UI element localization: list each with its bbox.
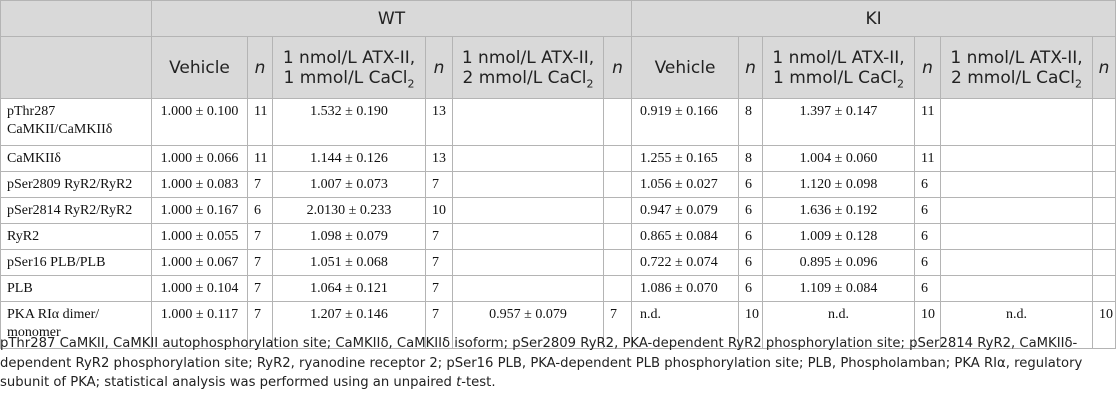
ki-value-cell — [941, 172, 1093, 198]
wt-n-cell: 13 — [426, 146, 453, 172]
col-header-wt-n1: n — [248, 37, 273, 99]
ki-value-cell — [941, 99, 1093, 146]
footnote-end: -test. — [461, 375, 496, 390]
ki-n-cell: 6 — [915, 276, 941, 302]
col-header-line2: 2 mmol/L CaCl — [951, 67, 1075, 88]
wt-value-cell: 1.000 ± 0.067 — [152, 250, 248, 276]
table-row — [1, 99, 1116, 146]
wt-value-cell — [453, 99, 604, 146]
row-label: PKA RIα dimer/ monomer — [1, 302, 152, 349]
ki-value-cell — [941, 198, 1093, 224]
row-label: pSer2814 RyR2/RyR2 — [1, 198, 152, 224]
group-header-ki: KI — [632, 1, 1116, 37]
ki-value-cell: 0.865 ± 0.084 — [632, 224, 739, 250]
ki-value-cell: 1.397 ± 0.147 — [763, 99, 915, 146]
wt-n-cell: 7 — [248, 302, 273, 349]
wt-value-cell — [453, 146, 604, 172]
ki-value-cell: n.d. — [632, 302, 739, 349]
ki-n-cell: 11 — [915, 146, 941, 172]
table-row — [1, 172, 1116, 198]
header-group-row — [1, 1, 1116, 37]
ki-n-cell: 10 — [915, 302, 941, 349]
wt-value-cell: 1.532 ± 0.190 — [273, 99, 426, 146]
ki-value-cell: 0.947 ± 0.079 — [632, 198, 739, 224]
table-row — [1, 250, 1116, 276]
wt-n-cell: 7 — [248, 250, 273, 276]
wt-value-cell — [453, 224, 604, 250]
col-header-ki-n3: n — [1093, 37, 1116, 99]
col-header-line1: 1 nmol/L ATX-II, — [772, 47, 905, 68]
ki-value-cell — [941, 224, 1093, 250]
col-header-line2: 1 mmol/L CaCl — [773, 67, 897, 88]
ki-n-cell: 6 — [915, 198, 941, 224]
col-header-line1: 1 nmol/L ATX-II, — [950, 47, 1083, 68]
ki-n-cell: 6 — [915, 172, 941, 198]
table-row — [1, 224, 1116, 250]
ki-n-cell: 6 — [915, 250, 941, 276]
col-header-ki-atx-2mm — [941, 37, 1093, 99]
row-label: pSer2809 RyR2/RyR2 — [1, 172, 152, 198]
col-header-line2: 2 mmol/L CaCl — [462, 67, 587, 88]
col-header-wt-atx-2mm — [453, 37, 604, 99]
footnote-italic: t — [456, 375, 462, 390]
col-header-wt-n3: n — [604, 37, 632, 99]
ki-n-cell — [1093, 99, 1116, 146]
col-header-subscript: 2 — [586, 76, 594, 90]
header-column-row — [1, 37, 1116, 99]
ki-n-cell — [1093, 250, 1116, 276]
wt-value-cell — [453, 276, 604, 302]
wt-value-cell: 1.051 ± 0.068 — [273, 250, 426, 276]
ki-value-cell: 1.056 ± 0.027 — [632, 172, 739, 198]
ki-n-cell: 8 — [739, 99, 763, 146]
header-corner — [1, 1, 152, 37]
group-header-wt: WT — [152, 1, 632, 37]
wt-n-cell: 7 — [426, 276, 453, 302]
ki-value-cell: 1.255 ± 0.165 — [632, 146, 739, 172]
col-header-wt-vehicle: Vehicle — [152, 37, 248, 99]
ki-n-cell: 10 — [1093, 302, 1116, 349]
wt-value-cell — [453, 172, 604, 198]
wt-value-cell — [453, 250, 604, 276]
wt-n-cell: 11 — [248, 146, 273, 172]
col-header-wt-n2: n — [426, 37, 453, 99]
ki-n-cell: 6 — [739, 276, 763, 302]
wt-n-cell — [604, 146, 632, 172]
ki-value-cell: n.d. — [763, 302, 915, 349]
ki-n-cell: 6 — [915, 224, 941, 250]
footnote-text: pThr287 CaMKII, CaMKII autophosphorylation site; CaMKIIδ, CaMKIIδ isoform; pSer2809 RyR2, PKA-dependent RyR2 phosphorylation site; pSer2814 RyR2, CaMKIIδ-dependent RyR2 phosphorylation site; RyR2, ryanodine receptor 2; pSer16 PLB, PKA-dependent PLB phosphorylation site; PLB, Phospholamban; PKA RIα, regulatory subunit of PKA; statistical analysis was performed using an unpaired — [0, 336, 1083, 390]
ki-n-cell: 6 — [739, 250, 763, 276]
col-header-line2: 1 mmol/L CaCl — [283, 67, 408, 88]
wt-n-cell: 7 — [248, 224, 273, 250]
ki-n-cell: 8 — [739, 146, 763, 172]
ki-value-cell: 1.120 ± 0.098 — [763, 172, 915, 198]
row-label: pSer16 PLB/PLB — [1, 250, 152, 276]
col-header-subscript: 2 — [1074, 76, 1082, 90]
table-footnote — [0, 334, 1110, 393]
wt-value-cell: 1.000 ± 0.055 — [152, 224, 248, 250]
wt-value-cell: 1.007 ± 0.073 — [273, 172, 426, 198]
col-header-ki-vehicle: Vehicle — [632, 37, 739, 99]
wt-n-cell: 7 — [248, 276, 273, 302]
ki-n-cell: 11 — [915, 99, 941, 146]
ki-n-cell — [1093, 198, 1116, 224]
ki-value-cell: 0.722 ± 0.074 — [632, 250, 739, 276]
ki-value-cell: 1.086 ± 0.070 — [632, 276, 739, 302]
row-label: CaMKIIδ — [1, 146, 152, 172]
ki-value-cell: 1.109 ± 0.084 — [763, 276, 915, 302]
table-body — [1, 99, 1116, 349]
wt-value-cell: 0.957 ± 0.079 — [453, 302, 604, 349]
wt-n-cell: 6 — [248, 198, 273, 224]
wt-n-cell — [604, 198, 632, 224]
wt-value-cell: 1.000 ± 0.167 — [152, 198, 248, 224]
wt-n-cell — [604, 276, 632, 302]
wt-n-cell: 7 — [604, 302, 632, 349]
ki-n-cell — [1093, 172, 1116, 198]
wt-value-cell: 1.000 ± 0.100 — [152, 99, 248, 146]
wt-n-cell: 13 — [426, 99, 453, 146]
col-header-subscript: 2 — [407, 76, 415, 90]
col-header-line1: 1 nmol/L ATX-II, — [282, 47, 416, 68]
ki-value-cell: 1.004 ± 0.060 — [763, 146, 915, 172]
header-corner-2 — [1, 37, 152, 99]
ki-value-cell — [941, 146, 1093, 172]
row-label: RyR2 — [1, 224, 152, 250]
wt-value-cell: 1.000 ± 0.083 — [152, 172, 248, 198]
col-header-subscript: 2 — [896, 76, 904, 90]
wt-value-cell: 1.064 ± 0.121 — [273, 276, 426, 302]
row-label: pThr287 CaMKII/CaMKIIδ — [1, 99, 152, 146]
wt-n-cell: 7 — [426, 172, 453, 198]
ki-n-cell: 6 — [739, 198, 763, 224]
ki-n-cell: 6 — [739, 172, 763, 198]
wt-n-cell: 7 — [426, 250, 453, 276]
wt-value-cell: 1.207 ± 0.146 — [273, 302, 426, 349]
wt-value-cell: 1.144 ± 0.126 — [273, 146, 426, 172]
wt-n-cell — [604, 224, 632, 250]
ki-n-cell: 10 — [739, 302, 763, 349]
ki-value-cell — [941, 276, 1093, 302]
table-row — [1, 146, 1116, 172]
col-header-ki-atx-1mm — [763, 37, 915, 99]
wt-n-cell: 11 — [248, 99, 273, 146]
ki-n-cell: 6 — [739, 224, 763, 250]
wt-n-cell — [604, 172, 632, 198]
wt-n-cell: 7 — [426, 302, 453, 349]
ki-value-cell — [941, 250, 1093, 276]
table-row — [1, 276, 1116, 302]
ki-n-cell — [1093, 224, 1116, 250]
wt-n-cell: 7 — [248, 172, 273, 198]
wt-value-cell: 2.0130 ± 0.233 — [273, 198, 426, 224]
wt-n-cell: 7 — [426, 224, 453, 250]
col-header-wt-atx-1mm — [273, 37, 426, 99]
wt-value-cell: 1.098 ± 0.079 — [273, 224, 426, 250]
wt-value-cell: 1.000 ± 0.066 — [152, 146, 248, 172]
col-header-line1: 1 nmol/L ATX-II, — [461, 47, 595, 68]
ki-value-cell: 1.636 ± 0.192 — [763, 198, 915, 224]
wt-value-cell: 1.000 ± 0.104 — [152, 276, 248, 302]
wt-n-cell — [604, 250, 632, 276]
ki-value-cell: 1.009 ± 0.128 — [763, 224, 915, 250]
row-label: PLB — [1, 276, 152, 302]
ki-value-cell: n.d. — [941, 302, 1093, 349]
col-header-ki-n1: n — [739, 37, 763, 99]
wt-n-cell — [604, 99, 632, 146]
wt-value-cell: 1.000 ± 0.117 — [152, 302, 248, 349]
wt-n-cell: 10 — [426, 198, 453, 224]
wt-value-cell — [453, 198, 604, 224]
ki-n-cell — [1093, 146, 1116, 172]
col-header-ki-n2: n — [915, 37, 941, 99]
table-row — [1, 198, 1116, 224]
ki-value-cell: 0.919 ± 0.166 — [632, 99, 739, 146]
ki-value-cell: 0.895 ± 0.096 — [763, 250, 915, 276]
ki-n-cell — [1093, 276, 1116, 302]
